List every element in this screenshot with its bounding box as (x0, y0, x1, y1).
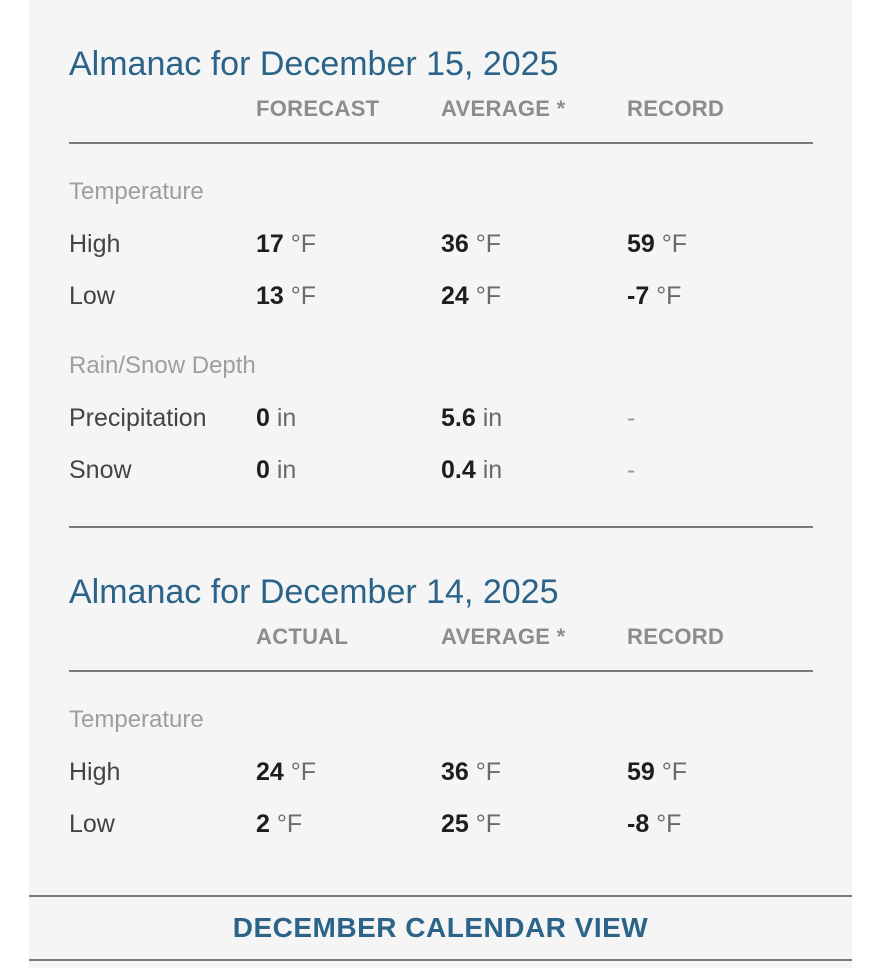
value: 59 (627, 758, 655, 786)
column-header-forecast: FORECAST (256, 96, 380, 121)
section-divider (69, 526, 813, 528)
high-record-cell (627, 757, 687, 787)
almanac-today-title: Almanac for December 15, 2025 (69, 45, 559, 83)
value: 36 (441, 230, 469, 258)
low-average-cell (441, 809, 501, 839)
row-label-low: Low (69, 810, 115, 838)
value: 2 (256, 810, 270, 838)
value: -7 (627, 282, 650, 310)
high-average-cell (441, 757, 501, 787)
value: 24 (256, 758, 284, 786)
row-label-precipitation: Precipitation (69, 404, 207, 432)
unit: °F (475, 810, 502, 838)
low-average-cell (441, 281, 501, 311)
header-divider (69, 670, 813, 672)
unit: °F (290, 758, 317, 786)
high-forecast-cell (256, 229, 316, 259)
value: 0 (256, 456, 270, 484)
column-header-average: AVERAGE * (441, 624, 566, 649)
unit: °F (475, 758, 502, 786)
value: 24 (441, 282, 469, 310)
value: 17 (256, 230, 284, 258)
column-header-record: RECORD (627, 96, 725, 121)
low-actual-cell (256, 809, 302, 839)
low-forecast-cell (256, 281, 316, 311)
december-calendar-view-link[interactable] (29, 895, 852, 961)
unit: °F (656, 810, 682, 838)
calendar-link-label: DECEMBER CALENDAR VIEW (232, 912, 649, 943)
snow-average-cell (441, 455, 502, 485)
unit: °F (656, 282, 682, 310)
unit: °F (475, 282, 502, 310)
value: 36 (441, 758, 469, 786)
almanac-yesterday-title: Almanac for December 14, 2025 (69, 573, 559, 611)
snow-forecast-cell (256, 455, 296, 485)
value: 0.4 (441, 456, 476, 484)
unit: in (276, 404, 297, 432)
value: 59 (627, 230, 655, 258)
snow-record-cell: - (627, 456, 636, 484)
unit: in (482, 404, 503, 432)
row-label-low: Low (69, 282, 115, 310)
high-record-cell (627, 229, 687, 259)
unit: °F (290, 282, 317, 310)
temperature-group-label: Temperature (69, 706, 204, 733)
unit: °F (661, 758, 688, 786)
precip-forecast-cell (256, 403, 296, 433)
row-label-high: High (69, 758, 121, 786)
temperature-group-label: Temperature (69, 178, 204, 205)
column-header-record: RECORD (627, 624, 725, 649)
row-label-high: High (69, 230, 121, 258)
row-label-snow: Snow (69, 456, 132, 484)
value: 13 (256, 282, 284, 310)
value: 25 (441, 810, 469, 838)
column-header-actual: ACTUAL (256, 624, 349, 649)
unit: °F (290, 230, 317, 258)
low-record-cell (627, 281, 681, 311)
high-actual-cell (256, 757, 316, 787)
unit: in (276, 456, 297, 484)
column-header-average: AVERAGE * (441, 96, 566, 121)
almanac-panel (29, 0, 852, 968)
high-average-cell (441, 229, 501, 259)
unit: °F (276, 810, 303, 838)
unit: °F (661, 230, 688, 258)
precip-record-cell: - (627, 404, 636, 432)
unit: in (482, 456, 503, 484)
unit: °F (475, 230, 502, 258)
header-divider (69, 142, 813, 144)
rain-snow-group-label: Rain/Snow Depth (69, 352, 256, 379)
value: -8 (627, 810, 650, 838)
value: 5.6 (441, 404, 476, 432)
value: 0 (256, 404, 270, 432)
low-record-cell (627, 809, 681, 839)
precip-average-cell (441, 403, 502, 433)
